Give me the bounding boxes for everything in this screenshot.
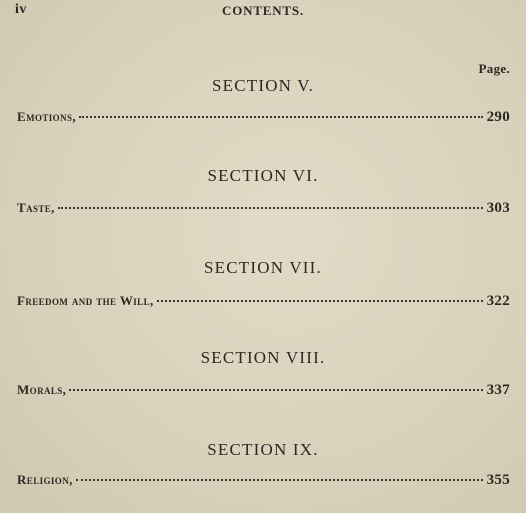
toc-entry[interactable] — [17, 109, 510, 126]
entry-page-number: 337 — [486, 382, 510, 398]
entry-page-number: 355 — [486, 472, 510, 488]
toc-entry[interactable] — [17, 382, 510, 399]
dot-leader — [58, 207, 483, 209]
page-number: iv — [15, 2, 27, 17]
entry-page-number: 303 — [486, 200, 510, 216]
dot-leader — [157, 300, 483, 302]
entry-title: Religion, — [17, 472, 73, 487]
toc-entry[interactable] — [17, 293, 510, 310]
dot-leader — [76, 479, 483, 481]
dot-leader — [69, 389, 482, 391]
section-heading: SECTION VI. — [207, 166, 319, 185]
section-heading: SECTION IX. — [207, 440, 319, 459]
entry-title: Taste, — [17, 200, 55, 215]
section-heading: SECTION VIII. — [200, 348, 326, 367]
toc-entry[interactable] — [17, 472, 510, 489]
entry-title: Morals, — [17, 382, 67, 397]
dot-leader — [79, 116, 483, 118]
section-heading: SECTION V. — [211, 76, 315, 95]
entry-page-number: 322 — [486, 293, 510, 309]
section-heading: SECTION VII. — [204, 258, 322, 277]
toc-entry[interactable] — [17, 200, 510, 217]
page-column-label: Page. — [478, 61, 510, 76]
entry-title: Freedom and the Will, — [17, 293, 154, 308]
running-head: CONTENTS. — [222, 3, 304, 18]
entry-page-number: 290 — [486, 109, 510, 125]
entry-title: Emotions, — [17, 109, 77, 124]
